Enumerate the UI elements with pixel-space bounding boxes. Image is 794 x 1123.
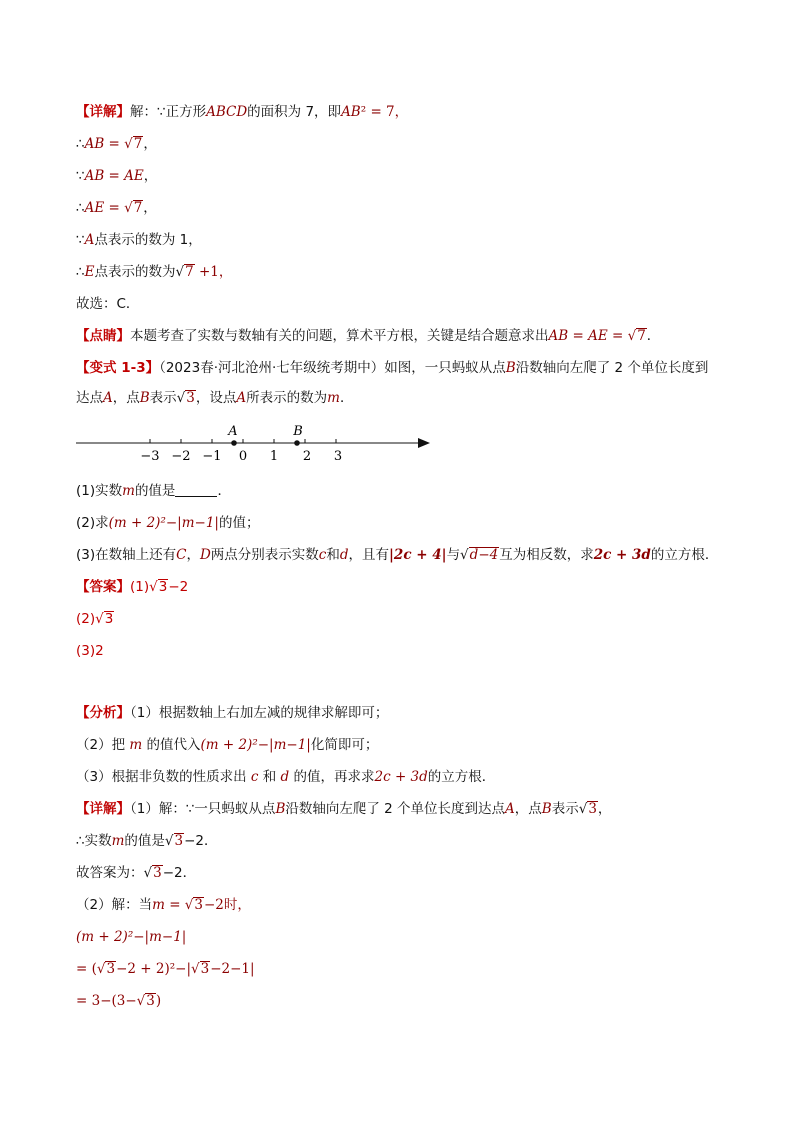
math-text: −2 + 2)²−|√	[116, 961, 200, 977]
radicand: 3	[200, 961, 210, 977]
radicand: 3	[174, 833, 184, 849]
tick-label: −1	[202, 449, 222, 464]
math-var: B	[541, 801, 552, 817]
text: （3）根据非负数的性质求出	[76, 769, 251, 785]
question-2	[76, 513, 259, 533]
text: ．	[339, 390, 354, 406]
text: 两点分别表示实数	[210, 547, 319, 563]
text: 所表示的数为	[246, 390, 328, 406]
math-var: AB	[84, 168, 105, 184]
text: 和	[258, 769, 281, 785]
tick-label: −3	[140, 449, 160, 464]
answer-blank	[175, 482, 217, 497]
text: (1)√	[130, 579, 158, 595]
answer-line-3	[76, 641, 104, 661]
text: 故答案为：√	[76, 865, 153, 881]
math-expr: 2c + 3d	[593, 547, 651, 563]
text: 表示√	[551, 801, 588, 817]
detail-line-5	[76, 927, 186, 947]
math-var: c	[250, 769, 259, 785]
text: 的值；	[218, 515, 260, 531]
text: ∴	[76, 200, 85, 216]
text: 化简即可；	[310, 737, 379, 753]
radicand: 7	[133, 200, 143, 216]
solution-line-6	[76, 262, 232, 282]
text: ∴实数	[76, 833, 112, 849]
axis-arrow	[418, 438, 430, 448]
radicand: 3	[104, 611, 114, 627]
text: (2)求	[76, 515, 109, 531]
text: (2)√	[76, 611, 104, 627]
answer-tag: 【答案】	[76, 579, 130, 595]
detail-line-2	[76, 831, 218, 851]
text: 的立方根．	[650, 547, 719, 563]
tick-label: 1	[269, 449, 279, 464]
math-text: +1，	[194, 264, 233, 280]
text: 的值代入	[142, 737, 201, 753]
math-var: A	[236, 390, 247, 406]
math-var: d	[339, 547, 349, 563]
math-text: = √	[607, 328, 637, 344]
detail-tag: 【详解】	[76, 104, 130, 120]
text: ，	[186, 547, 200, 563]
math-var: C	[176, 547, 187, 563]
math-var: m	[327, 390, 340, 406]
math-expr: |2c + 4|	[389, 547, 447, 563]
radicand: 3	[106, 961, 116, 977]
text: (3)2	[76, 643, 104, 659]
text: −2．	[162, 865, 197, 881]
radicand: 3	[158, 579, 168, 595]
solution-line-7	[76, 294, 139, 314]
solution-line-1	[76, 102, 408, 122]
radicand: 3	[153, 865, 162, 881]
math-var: AE	[84, 200, 105, 216]
math-text: =	[104, 168, 125, 184]
math-text: −2−1|	[210, 961, 255, 977]
math-var: m	[111, 833, 125, 849]
point-a-label: A	[228, 424, 238, 439]
variant-body-line	[76, 388, 353, 408]
radicand: 3	[588, 801, 597, 817]
number-line-figure	[70, 418, 440, 468]
text: ．	[217, 483, 231, 499]
text: −2	[168, 579, 189, 595]
text: 达点	[76, 390, 103, 406]
text: ∵	[76, 168, 85, 184]
math-expr: (m + 2)²−|m−1|	[200, 737, 311, 753]
math-var: A	[84, 232, 95, 248]
text: 和	[326, 547, 340, 563]
text: ∵	[76, 232, 85, 248]
math-var: B	[139, 390, 150, 406]
variant-tag: 【变式 1-3】	[76, 360, 160, 376]
analysis-line-2	[76, 735, 378, 755]
math-var: m	[152, 897, 165, 913]
tick-label: −2	[171, 449, 191, 464]
radicand: 3	[146, 993, 155, 1009]
text: （2023春·河北沧州·七年级统考期中）如图，一只蚂蚁从点	[159, 360, 506, 376]
analysis-tag: 【分析】	[76, 705, 130, 721]
point-b-dot	[294, 440, 300, 446]
math-text: =	[568, 328, 589, 344]
math-var: D	[199, 547, 211, 563]
text: 本题考查了实数与数轴有关的问题，算术平方根，关键是结合题意求出	[130, 328, 549, 344]
text: ．	[646, 328, 661, 344]
math-expr: (m + 2)²−|m−1|	[108, 515, 219, 531]
detail-line-7	[76, 991, 161, 1011]
math-text: = √	[104, 136, 133, 152]
math-var: m	[129, 737, 143, 753]
tick-label: 0	[238, 449, 248, 464]
math-text: = 3−(3−√	[76, 993, 146, 1009]
math-text: = √	[164, 897, 194, 913]
text: ∴	[76, 264, 85, 280]
variant-title-line	[76, 358, 708, 378]
comment-tag: 【点睛】	[76, 328, 130, 344]
text: (1)实数	[76, 483, 123, 499]
math-text: )	[155, 993, 162, 1009]
text: 的值，再求求	[289, 769, 375, 785]
detail-line-3	[76, 863, 196, 883]
text: 的值是	[134, 483, 176, 499]
math-text: ² = 7，	[360, 104, 409, 120]
detail-line-6	[76, 959, 255, 979]
text: (3)在数轴上还有	[76, 547, 177, 563]
answer-line-2	[76, 609, 114, 629]
solution-line-4	[76, 198, 157, 218]
text: 解：∵正方形	[130, 104, 207, 120]
text: 的面积为 7，即	[247, 104, 342, 120]
solution-line-2	[76, 134, 157, 154]
math-var: c	[318, 547, 327, 563]
math-var: E	[84, 264, 95, 280]
analysis-line-1	[76, 703, 388, 723]
detail-tag: 【详解】	[76, 801, 130, 817]
math-var: AE	[588, 328, 608, 344]
math-expr: (m + 2)²−|m−1|	[76, 929, 187, 945]
tick-label: 2	[302, 449, 312, 464]
answer-line-1	[76, 577, 188, 597]
question-1	[76, 481, 231, 501]
text: 表示√	[149, 390, 186, 406]
radicand: 7	[133, 136, 143, 152]
comment-line	[76, 326, 660, 346]
text: 互为相反数，求	[499, 547, 594, 563]
math-var: AB	[548, 328, 569, 344]
tick-label: 3	[333, 449, 343, 464]
radicand: d−4	[469, 547, 499, 563]
math-var: ABCD	[206, 104, 248, 120]
detail-line-1	[76, 799, 611, 819]
question-3	[76, 545, 718, 565]
math-var: B	[275, 801, 286, 817]
math-var: AB	[84, 136, 105, 152]
detail-line-4	[76, 895, 251, 915]
solution-line-5	[76, 230, 202, 250]
radicand: 3	[186, 390, 195, 406]
text: 与√	[446, 547, 469, 563]
text: 的立方根．	[427, 769, 496, 785]
text: 沿数轴向左爬了 2 个单位长度到达点	[285, 801, 506, 817]
text: 沿数轴向左爬了 2 个单位长度到	[515, 360, 709, 376]
text: （2）把	[76, 737, 130, 753]
radicand: 7	[185, 264, 194, 280]
analysis-line-3	[76, 767, 495, 787]
point-a-dot	[231, 440, 237, 446]
text: ，	[143, 136, 157, 152]
text: ，设点	[195, 390, 237, 406]
math-expr: 2c + 3d	[374, 769, 428, 785]
text: 故选：C．	[76, 296, 140, 312]
math-var: AE	[124, 168, 144, 184]
math-var: m	[122, 483, 135, 499]
math-var: AB	[341, 104, 361, 120]
text: ，点	[112, 390, 140, 406]
math-text: −2时，	[204, 897, 251, 913]
text: 点表示的数为 1，	[94, 232, 202, 248]
text: ，	[143, 200, 157, 216]
radicand: 7	[637, 328, 646, 344]
math-var: A	[103, 390, 113, 406]
math-text: = √	[104, 200, 133, 216]
text: −2．	[184, 833, 218, 849]
text: 点表示的数为√	[94, 264, 185, 280]
text: （1）根据数轴上右加左减的规律求解即可；	[130, 705, 389, 721]
radicand: 3	[194, 897, 203, 913]
text: ，	[597, 801, 612, 817]
solution-line-3	[76, 166, 157, 186]
text: ∴	[76, 136, 85, 152]
text: （2）解：当	[76, 897, 153, 913]
math-var: d	[280, 769, 290, 785]
point-b-label: B	[293, 424, 303, 439]
text: （1）解：∵一只蚂蚁从点	[130, 801, 276, 817]
math-var: B	[505, 360, 516, 376]
text: 的值是√	[124, 833, 174, 849]
text: ，	[143, 168, 158, 184]
text: ，点	[514, 801, 542, 817]
math-var: A	[505, 801, 515, 817]
math-text: = (√	[76, 961, 106, 977]
text: ，且有	[348, 547, 390, 563]
